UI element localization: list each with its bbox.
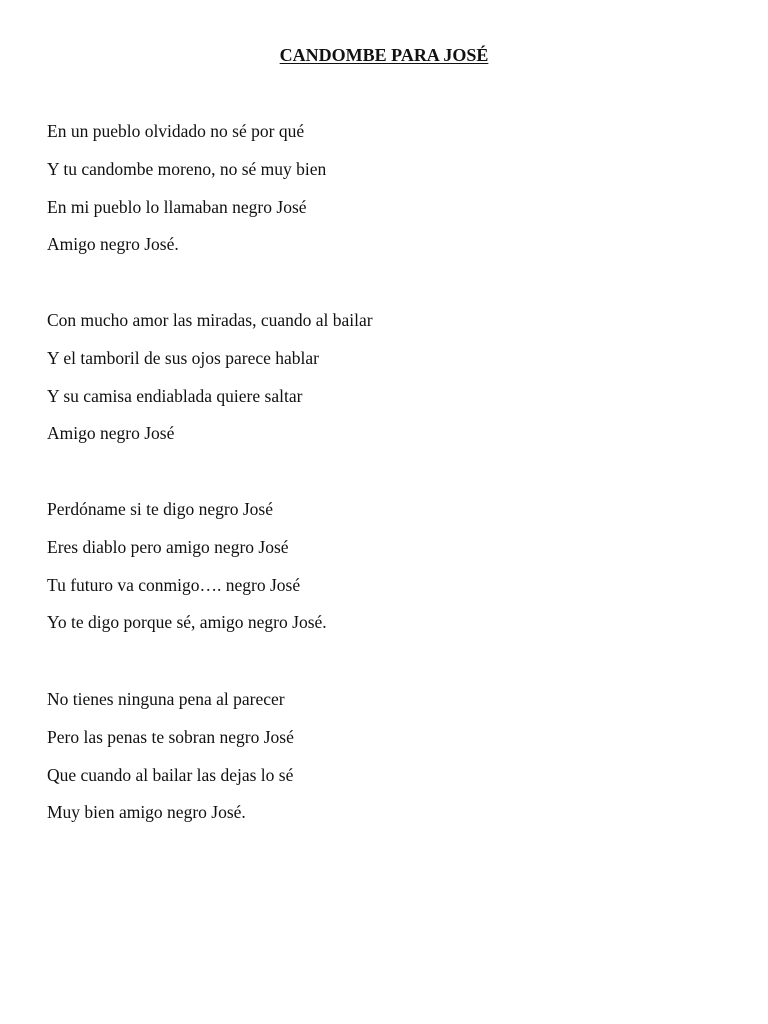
stanza-3 <box>47 497 727 648</box>
verse-line: En un pueblo olvidado no sé por qué <box>47 121 305 141</box>
verse-line: Amigo negro José <box>47 423 175 444</box>
verse-line: En mi pueblo lo llamaban negro José <box>47 196 307 217</box>
verse-line: Muy bien amigo negro José. <box>47 802 246 823</box>
stanza-1 <box>47 119 727 270</box>
verse-line: No tienes ninguna pena al parecer <box>47 689 285 709</box>
verse-line: Yo te digo porque sé, amigo negro José. <box>47 612 327 633</box>
verse-line: Perdóname si te digo negro José <box>47 499 273 519</box>
stanza-4 <box>47 687 727 838</box>
verse-line: Eres diablo pero amigo negro José <box>47 536 289 557</box>
verse-line: Que cuando al bailar las dejas lo sé <box>47 764 294 785</box>
verse-line: Pero las penas te sobran negro José <box>47 726 294 747</box>
stanza-2 <box>47 308 727 459</box>
verse-line: Y tu candombe moreno, no sé muy bien <box>47 158 327 179</box>
verse-line: Amigo negro José. <box>47 234 179 255</box>
verse-line: Y el tamboril de sus ojos parece hablar <box>47 347 319 368</box>
verse-line: Con mucho amor las miradas, cuando al bailar <box>47 310 373 330</box>
document-title: CANDOMBE PARA JOSÉ <box>279 45 489 65</box>
verse-line: Tu futuro va conmigo…. negro José <box>47 574 301 595</box>
verse-line: Y su camisa endiablada quiere saltar <box>47 385 303 406</box>
